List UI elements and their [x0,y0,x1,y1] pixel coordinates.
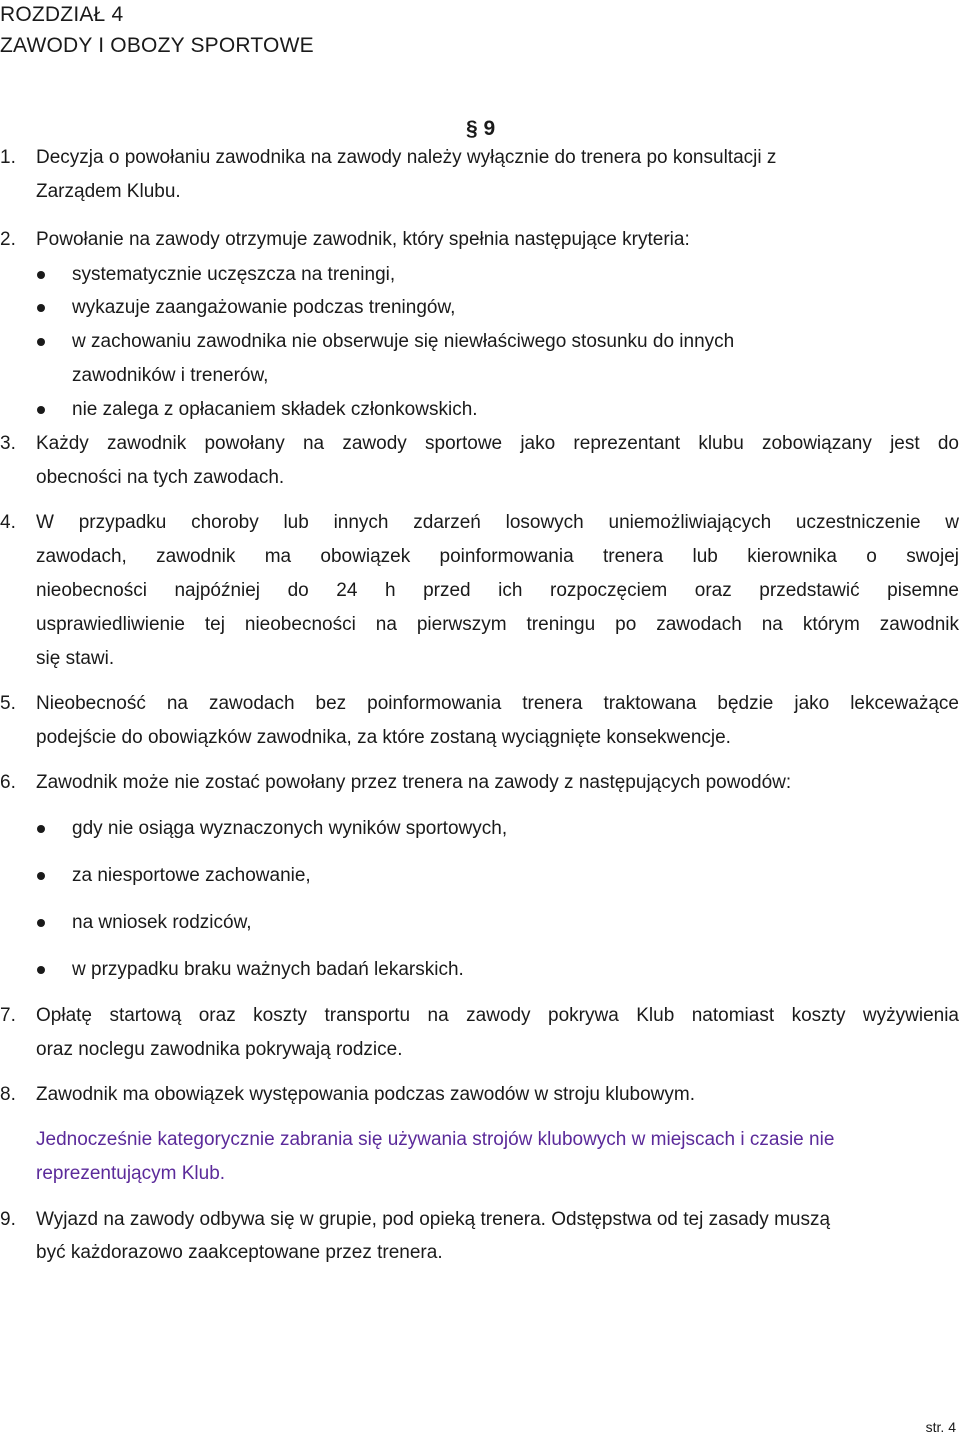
item-9-line-1: Wyjazd na zawody odbywa się w grupie, pod opieką trenera. Odstępstwa od tej zasady muszą [36,1209,831,1230]
item-4-line-4: usprawiedliwienie tej nieobecności na pierwszym treningu po zawodach na którym zawodnik [36,614,959,635]
item-number: 7. [0,1005,16,1026]
item-number: 1. [0,147,16,168]
item-4-line-2: zawodach, zawodnik ma obowiązek poinformowania trenera lub kierownika o swojej [36,546,959,567]
bullet-icon [37,406,45,414]
item-8-note-line-2: reprezentującym Klub. [36,1163,226,1184]
item-8-note-line-1: Jednocześnie kategorycznie zabrania się używania strojów klubowych w miejscach i czasie nie [36,1129,835,1150]
item-9-line-2: być każdorazowo zaakceptowane przez trenera. [36,1242,443,1263]
item-number: 2. [0,229,16,250]
bullet-icon [37,825,45,833]
item-3-line-1: Każdy zawodnik powołany na zawody sportowe jako reprezentant klubu zobowiązany jest do [36,433,959,454]
item-1-line-1: Decyzja o powołaniu zawodnika na zawody należy wyłącznie do trenera po konsultacji z [36,147,777,168]
item-1-line-2: Zarządem Klubu. [36,181,181,202]
item-number: 5. [0,693,16,714]
item-6-bullet-1: gdy nie osiąga wyznaczonych wyników sportowych, [72,818,508,839]
item-2-bullet-1: systematycznie uczęszcza na treningi, [72,264,396,285]
item-4-line-3: nieobecności najpóźniej do 24 h przed ich rozpoczęciem oraz przedstawić pisemne [36,580,959,601]
bullet-icon [37,304,45,312]
item-number: 3. [0,433,16,454]
chapter-title: ZAWODY I OBOZY SPORTOWE [0,34,314,57]
item-7-line-1: Opłatę startową oraz koszty transportu na zawody pokrywa Klub natomiast koszty wyżywienia [36,1005,959,1026]
item-6-line-1: Zawodnik może nie zostać powołany przez trenera na zawody z następujących powodów: [36,772,792,793]
item-8-line-1: Zawodnik ma obowiązek występowania podczas zawodów w stroju klubowym. [36,1084,695,1105]
item-2-line-1: Powołanie na zawody otrzymuje zawodnik, który spełnia następujące kryteria: [36,229,690,250]
bullet-icon [37,271,45,279]
item-number: 9. [0,1209,16,1230]
item-6-bullet-4: w przypadku braku ważnych badań lekarskich. [72,959,464,980]
item-6-bullet-3: na wniosek rodziców, [72,912,252,933]
item-7-line-2: oraz noclegu zawodnika pokrywają rodzice. [36,1039,403,1060]
bullet-icon [37,919,45,927]
item-2-bullet-2: wykazuje zaangażowanie podczas treningów, [72,297,456,318]
item-2-bullet-3-line-1: w zachowaniu zawodnika nie obserwuje się niewłaściwego stosunku do innych [72,331,735,352]
item-4-line-1: W przypadku choroby lub innych zdarzeń losowych uniemożliwiających uczestniczenie w [36,512,959,533]
item-5-line-2: podejście do obowiązków zawodnika, za które zostaną wyciągnięte konsekwencje. [36,727,731,748]
item-number: 4. [0,512,16,533]
paragraph-sign: § 9 [466,117,496,140]
item-6-bullet-2: za niesportowe zachowanie, [72,865,311,886]
item-5-line-1: Nieobecność na zawodach bez poinformowania trenera traktowana będzie jako lekceważące [36,693,959,714]
page-number: str. 4 [925,1419,956,1435]
item-3-line-2: obecności na tych zawodach. [36,467,285,488]
bullet-icon [37,338,45,346]
item-4-line-5: się stawi. [36,648,115,669]
bullet-icon [37,872,45,880]
item-2-bullet-4: nie zalega z opłacaniem składek członkowskich. [72,399,478,420]
bullet-icon [37,966,45,974]
item-number: 6. [0,772,16,793]
item-number: 8. [0,1084,16,1105]
item-2-bullet-3-line-2: zawodników i trenerów, [72,365,269,386]
chapter-label: ROZDZIAŁ 4 [0,3,124,26]
